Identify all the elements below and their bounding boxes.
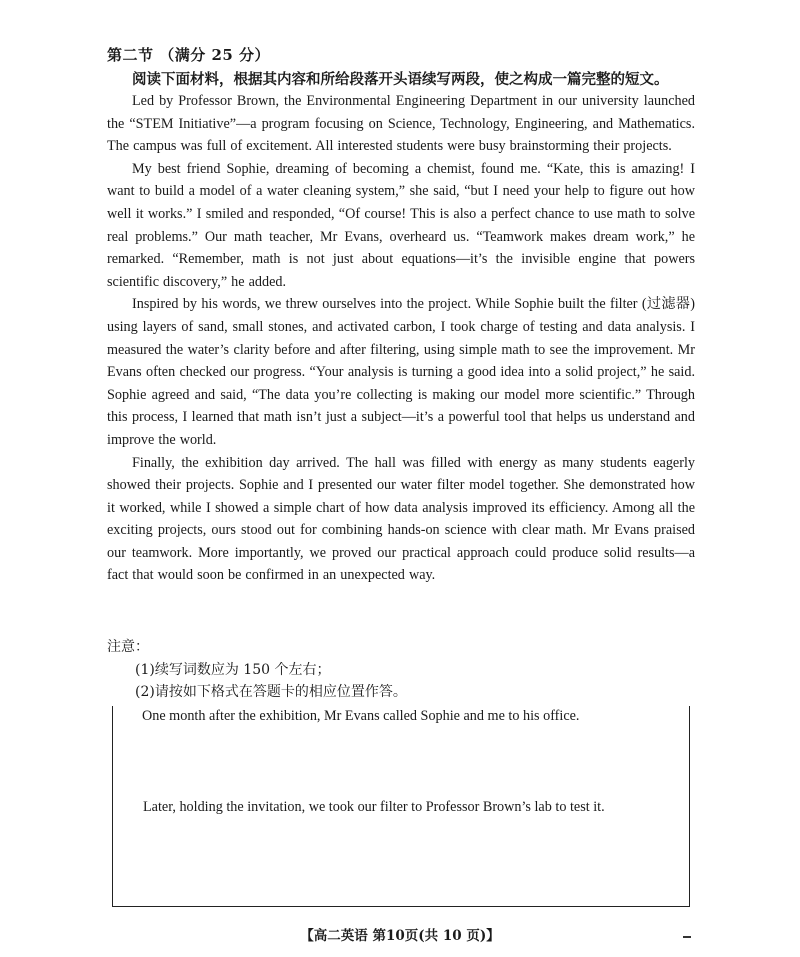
section-instruction: 阅读下面材料，根据其内容和所给段落开头语续写两段，使之构成一篇完整的短文。 bbox=[132, 71, 669, 88]
passage-paragraph: My best friend Sophie, dreaming of becoming a chemist, found me. “Kate, this is amazing! I want to build a model of a water cleaning system,” she said, “but I need your help to figure out how well it works.” I smiled and responded, “Of course! This is also a perfect chance to use math to solve real problems.” Our math teacher, Mr Evans, overheard us. “Teamwork makes dream work,” he remarked. “Remember, math is not just about equations—it’s the invisible engine that powers scientific discovery,” he added. bbox=[107, 160, 695, 290]
passage-paragraph: Finally, the exhibition day arrived. The hall was filled with energy as many students eagerly showed their projects. Sophie and I presented our water filter model together. She demonstrated how it worked, while I showed a simple chart of how data analysis improved its efficiency. Among all the exciting projects, ours stood out for combining hands-on science with clear math. Mr Evans praised our teamwork. More importantly, we proved our practical approach could produce solid results—a fact that would soon be confirmed in an unexpected way. bbox=[107, 454, 695, 584]
section-title: 第二节 （满分 25 分） bbox=[107, 46, 271, 64]
passage-paragraph: Inspired by his words, we threw ourselves into the project. While Sophie built the filter (过滤器) using layers of sand, small stones, and activated carbon, I took charge of testing and data analysis. I measured the water’s clarity before and after filtering, using simple math to see the improvement. Mr Evans often checked our progress. “Your analysis is turning a good idea into a solid project,” he said. Sophie agreed and said, “The data you’re collecting is making our model more scientific.” Through this process, I learned that math isn’t just a subject—it’s a powerful tool that helps us understand and improve the world. bbox=[107, 296, 695, 448]
continuation-prompt-1: One month after the exhibition, Mr Evans called Sophie and me to his office. bbox=[142, 708, 580, 724]
notes-section bbox=[107, 636, 695, 704]
passage-paragraph: Led by Professor Brown, the Environmental Engineering Department in our university launched the “STEM Initiative”—a program focusing on Science, Technology, Engineering, and Mathematics. The campus was full of excitement. All interested students were busy brainstorming their projects. bbox=[107, 93, 695, 155]
reading-passage bbox=[107, 90, 695, 587]
note-item: (2)请按如下格式在答题卡的相应位置作答。 bbox=[135, 684, 407, 701]
note-item: (1)续写词数应为 150 个左右； bbox=[135, 661, 331, 678]
page-footer: 【高二英语 第10页(共 10 页)】 bbox=[300, 928, 500, 944]
continuation-prompt-2: Later, holding the invitation, we took our filter to Professor Brown’s lab to test it. bbox=[143, 799, 605, 815]
notes-title: 注意： bbox=[107, 639, 149, 655]
corner-mark bbox=[683, 936, 691, 938]
